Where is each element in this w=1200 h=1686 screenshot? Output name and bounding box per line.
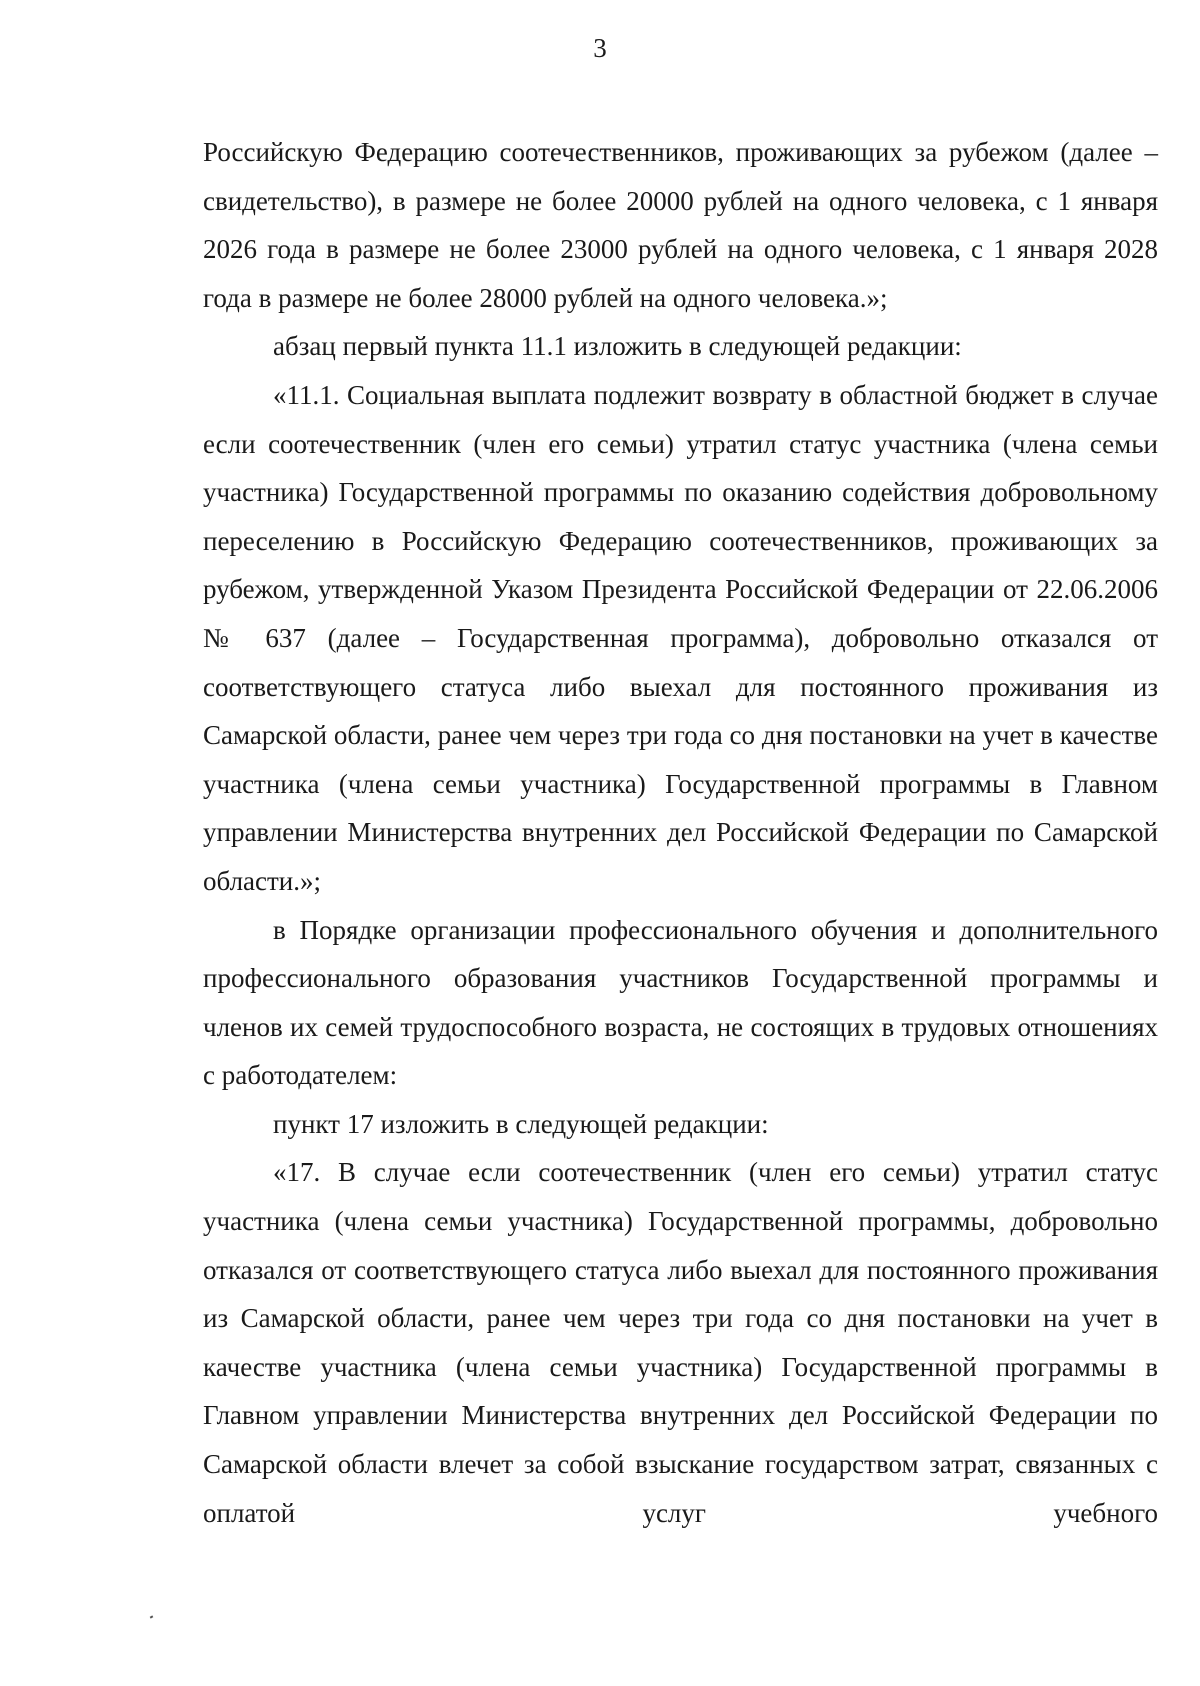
- document-body: [203, 128, 1158, 1537]
- page-number: 3: [593, 33, 607, 63]
- paragraph-3: «11.1. Социальная выплата подлежит возврату в областной бюджет в случае если соотечественник (член его семьи) утратил статус участника (члена семьи участника) Государственной программы по оказанию содействия добровольному переселению в Российскую Федерацию соотечественников, проживающих за рубежом, утвержденной Указом Президента Российской Федерации от 22.06.2006 № 637 (далее – Государственная программа), добровольно отказался от соответствующего статуса либо выехал для постоянного проживания из Самарской области, ранее чем через три года со дня постановки на учет в качестве участника (члена семьи участника) Государственной программы в Главном управлении Министерства внутренних дел Российской Федерации по Самарской области.»;: [203, 379, 1158, 896]
- paragraph-5: пункт 17 изложить в следующей редакции:: [273, 1108, 769, 1139]
- paragraph-2: абзац первый пункта 11.1 изложить в следующей редакции:: [273, 331, 962, 362]
- paragraph-4: в Порядке организации профессионального обучения и дополнительного профессионального образования участников Государственной программы и членов их семей трудоспособного возраста, не состоящих в трудовых отношениях с работодателем:: [203, 914, 1158, 1091]
- paragraph-1: Российскую Федерацию соотечественников, проживающих за рубежом (далее – свидетельство), в размере не более 20000 рублей на одного человека, с 1 января 2026 года в размере не более 23000 рублей на одного человека, с 1 января 2028 года в размере не более 28000 рублей на одного человека.»;: [203, 137, 1158, 313]
- scan-speck: [150, 1615, 154, 1618]
- paragraph-6: «17. В случае если соотечественник (член его семьи) утратил статус участника (члена семьи участника) Государственной программы, добровольно отказался от соответствующего статуса либо выехал для постоянного проживания из Самарской области, ранее чем через три года со дня постановки на учет в качестве участника (члена семьи участника) Государственной программы в Главном управлении Министерства внутренних дел Российской Федерации по Самарской области влечет за собой взыскание государством затрат, связанных с оплатой услуг учебного: [203, 1157, 1158, 1528]
